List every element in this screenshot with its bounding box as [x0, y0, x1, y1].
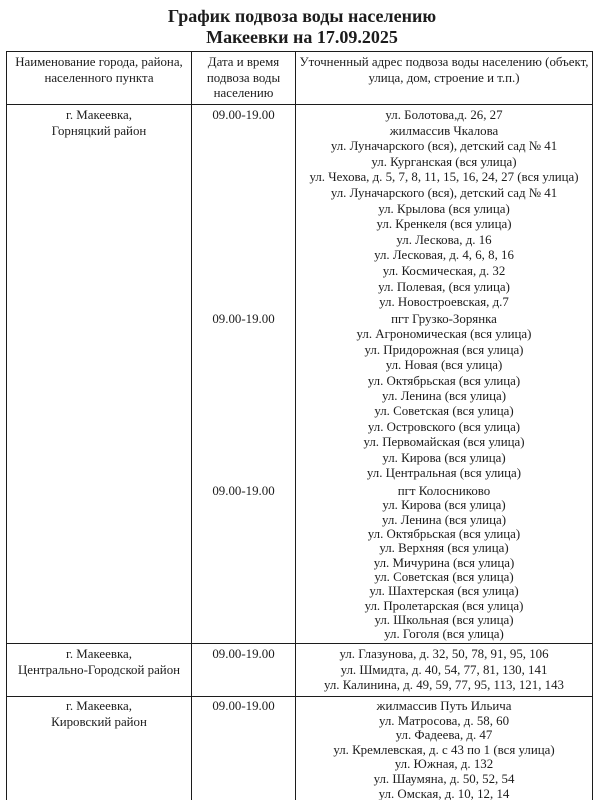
- address-line: ул. Придорожная (вся улица): [364, 342, 524, 357]
- address-line: ул. Новостроевская, д.7: [379, 295, 509, 310]
- time-value: 09.00-19.00: [212, 312, 275, 326]
- address-line: ул. Шаумяна, д. 50, 52, 54: [373, 771, 515, 786]
- header-address: Уточненный адрес подвоза воды населению (объект, улица, дом, строение и т.п.): [299, 55, 589, 85]
- address-line: ул. Луначарского (вся), детский сад № 41: [330, 185, 558, 200]
- page-title-line-2: Макеевки на 17.09.2025: [206, 27, 398, 47]
- header-datetime: Дата и время подвоза воды населению: [206, 55, 281, 101]
- address-line: ул. Калинина, д. 49, 59, 77, 95, 113, 121, 143: [324, 678, 564, 693]
- location-cell: [7, 105, 191, 643]
- address-line: ул. Крылова (вся улица): [378, 201, 510, 216]
- address-line: ул. Новая (вся улица): [385, 358, 503, 373]
- address-line: ул. Ленина (вся улица): [381, 512, 507, 527]
- location-cell: г. Макеевка, Центрально-Городской район: [17, 647, 181, 677]
- address-group-2: [296, 312, 592, 481]
- page-title-line-1: График подвоза воды населению: [167, 6, 437, 26]
- address-line: ул. Омская, д. 10, 12, 14: [378, 786, 510, 800]
- address-line: ул. Шахтерская (вся улица): [369, 584, 519, 599]
- address-line: жилмассив Путь Ильича: [376, 699, 512, 713]
- address-line: ул. Болотова,д. 26, 27: [385, 108, 503, 122]
- address-line: ул. Октябрьская (вся улица): [367, 527, 521, 542]
- address-line: ул. Луначарского (вся), детский сад № 41: [330, 139, 558, 154]
- address-line: ул. Кренкеля (вся улица): [376, 217, 512, 232]
- table-row-tsentralno-gorodskoy: [7, 644, 593, 697]
- address-line: ул. Советская (вся улица): [374, 404, 514, 419]
- address-line: ул. Лескова, д. 16: [396, 232, 492, 247]
- address-line: жилмассив Чкалова: [389, 123, 499, 138]
- address-line: ул. Советская (вся улица): [374, 570, 514, 585]
- time-value: 09.00-19.00: [212, 699, 275, 713]
- page-title: [0, 6, 604, 48]
- table-row-kirovsky: [7, 697, 593, 800]
- address-cell: [296, 644, 592, 696]
- table-header-row: [7, 52, 593, 105]
- time-value: 09.00-19.00: [212, 647, 275, 661]
- address-line: ул. Гоголя (вся улица): [384, 627, 504, 642]
- address-line: ул. Чехова, д. 5, 7, 8, 11, 15, 16, 24, 27 (вся улица): [309, 170, 579, 185]
- address-line: ул. Южная, д. 132: [394, 757, 494, 772]
- address-line: пгт Колосниково: [397, 484, 491, 498]
- address-line: ул. Глазунова, д. 32, 50, 78, 91, 95, 106: [339, 647, 549, 661]
- address-line: ул. Кирова (вся улица): [382, 450, 506, 465]
- header-location: Наименование города, района, населенного пункта: [15, 55, 183, 85]
- address-line: ул. Октябрьская (вся улица): [367, 373, 521, 388]
- address-line: ул. Первомайская (вся улица): [363, 435, 525, 450]
- table-row-gornyatsky: [7, 105, 593, 644]
- address-line: ул. Островского (вся улица): [367, 419, 521, 434]
- address-line: ул. Космическая, д. 32: [382, 263, 506, 278]
- address-cell: [296, 697, 592, 800]
- address-line: ул. Шмидта, д. 40, 54, 77, 81, 130, 141: [340, 662, 548, 677]
- address-line: ул. Курганская (вся улица): [371, 154, 517, 169]
- address-line: ул. Школьная (вся улица): [374, 613, 514, 628]
- address-line: ул. Фадеева, д. 47: [395, 728, 493, 743]
- address-line: ул. Мичурина (вся улица): [373, 555, 515, 570]
- address-line: ул. Кремлевская, д. с 43 по 1 (вся улица): [333, 742, 555, 757]
- address-line: ул. Кирова (вся улица): [382, 498, 506, 513]
- time-cell: [192, 105, 295, 643]
- address-line: ул. Лесковая, д. 4, 6, 8, 16: [374, 248, 514, 263]
- address-line: ул. Центральная (вся улица): [366, 466, 522, 481]
- address-line: ул. Верхняя (вся улица): [379, 541, 509, 556]
- time-cell: [192, 644, 295, 696]
- location-name: г. Макеевка, Горняцкий район: [51, 108, 147, 138]
- address-cell: [296, 105, 592, 643]
- address-line: ул. Пролетарская (вся улица): [364, 598, 524, 613]
- address-line: пгт Грузко-Зорянка: [391, 312, 497, 326]
- address-line: ул. Агрономическая (вся улица): [356, 327, 532, 342]
- location-cell: г. Макеевка, Кировский район: [51, 699, 147, 729]
- address-line: ул. Полевая, (вся улица): [378, 279, 510, 294]
- water-delivery-schedule-table: [6, 51, 593, 800]
- address-line: ул. Матросова, д. 58, 60: [378, 713, 510, 728]
- time-cell: [192, 697, 295, 800]
- address-line: ул. Ленина (вся улица): [381, 389, 507, 404]
- address-group-3: [296, 484, 592, 642]
- time-value: 09.00-19.00: [212, 484, 275, 498]
- time-value: 09.00-19.00: [212, 108, 275, 122]
- address-group-1: [296, 108, 592, 311]
